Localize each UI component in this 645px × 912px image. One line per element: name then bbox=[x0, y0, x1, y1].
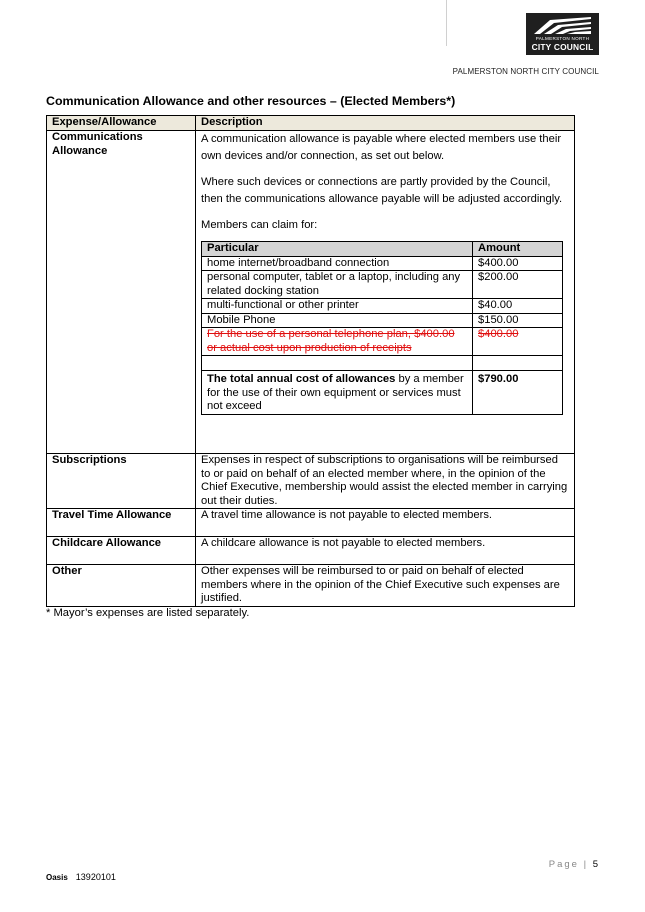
header-expense: Expense/Allowance bbox=[47, 116, 196, 131]
row-name-line1: Communications bbox=[52, 131, 143, 143]
claim-amount: $40.00 bbox=[473, 299, 563, 314]
total-bold: The total annual cost of allowances bbox=[207, 373, 396, 385]
row-desc-childcare: A childcare allowance is not payable to elected members. bbox=[196, 537, 575, 565]
claims-header-row bbox=[202, 242, 563, 257]
total-amount: $790.00 bbox=[473, 371, 563, 415]
comms-para-3: Members can claim for: bbox=[201, 219, 318, 231]
oasis-number: 13920101 bbox=[75, 872, 116, 882]
row-name-subscriptions: Subscriptions bbox=[47, 454, 196, 509]
row-desc-subscriptions: Expenses in respect of subscriptions to organisations will be reimbursed to or paid on behalf of an elected member where, in the opinion of the Chief Executive, membership would assist the elected member in carrying out their duties. bbox=[196, 454, 575, 509]
claim-amount: $400.00 bbox=[473, 256, 563, 271]
comms-para-1: A communication allowance is payable where elected members use their own devices and/or connection, as set out below. bbox=[201, 133, 562, 162]
table-row bbox=[202, 256, 563, 271]
table-header-row bbox=[47, 116, 575, 131]
claim-particular: home internet/broadband connection bbox=[202, 256, 473, 271]
claim-particular-struck: For the use of a personal telephone plan, $400.00 or actual cost upon production of receipts bbox=[202, 328, 473, 356]
logo-line2: CITY COUNCIL bbox=[531, 42, 594, 52]
empty-row bbox=[202, 356, 563, 371]
claim-amount: $200.00 bbox=[473, 271, 563, 299]
page-number-value: 5 bbox=[592, 859, 598, 870]
table-row bbox=[202, 328, 563, 356]
comms-para-2: Where such devices or connections are partly provided by the Council, then the communications allowance payable will be adjusted accordingly. bbox=[201, 176, 563, 205]
oasis-label: Oasis bbox=[46, 873, 68, 882]
council-name: PALMERSTON NORTH CITY COUNCIL bbox=[452, 67, 599, 76]
row-desc-other: Other expenses will be reimbursed to or paid on behalf of elected members where in the opinion of the Chief Executive such expenses are justified. bbox=[196, 565, 575, 607]
claim-particular: personal computer, tablet or a laptop, including any related docking station bbox=[202, 271, 473, 299]
row-name-line2: Allowance bbox=[52, 144, 108, 157]
row-name-other: Other bbox=[47, 565, 196, 607]
header-divider bbox=[446, 0, 447, 46]
total-description bbox=[202, 371, 473, 415]
claim-particular: Mobile Phone bbox=[202, 313, 473, 328]
claims-table bbox=[201, 241, 563, 415]
table-row-subscriptions bbox=[47, 454, 575, 509]
row-desc-communications bbox=[196, 131, 575, 454]
document-title: Communication Allowance and other resources – (Elected Members*) bbox=[46, 94, 456, 108]
logo-mark-icon bbox=[534, 16, 591, 36]
row-name-childcare: Childcare Allowance bbox=[47, 537, 196, 565]
table-row bbox=[202, 299, 563, 314]
oasis-reference bbox=[46, 872, 116, 882]
claim-amount-struck: $400.00 bbox=[473, 328, 563, 356]
header-description: Description bbox=[196, 116, 575, 131]
table-row-travel bbox=[47, 509, 575, 537]
page-label: Page | bbox=[548, 859, 593, 870]
table-row-communications bbox=[47, 131, 575, 454]
allowance-table bbox=[46, 115, 575, 607]
table-row bbox=[202, 313, 563, 328]
claim-amount: $150.00 bbox=[473, 313, 563, 328]
claims-header-particular: Particular bbox=[202, 242, 473, 257]
claim-particular: multi-functional or other printer bbox=[202, 299, 473, 314]
table-row bbox=[202, 271, 563, 299]
row-desc-travel: A travel time allowance is not payable to elected members. bbox=[196, 509, 575, 537]
footnote: * Mayor’s expenses are listed separately. bbox=[46, 607, 250, 619]
table-row-other bbox=[47, 565, 575, 607]
total-rest: by a member for the use of their own equipment or services must not exceed bbox=[207, 373, 464, 412]
table-row-childcare bbox=[47, 537, 575, 565]
page-number bbox=[549, 859, 598, 870]
logo-line1: PALMERSTON NORTH bbox=[535, 36, 590, 41]
row-name-travel: Travel Time Allowance bbox=[47, 509, 196, 537]
claims-header-amount: Amount bbox=[473, 242, 563, 257]
row-name-communications bbox=[47, 131, 196, 454]
council-logo bbox=[526, 13, 599, 55]
total-row bbox=[202, 371, 563, 415]
